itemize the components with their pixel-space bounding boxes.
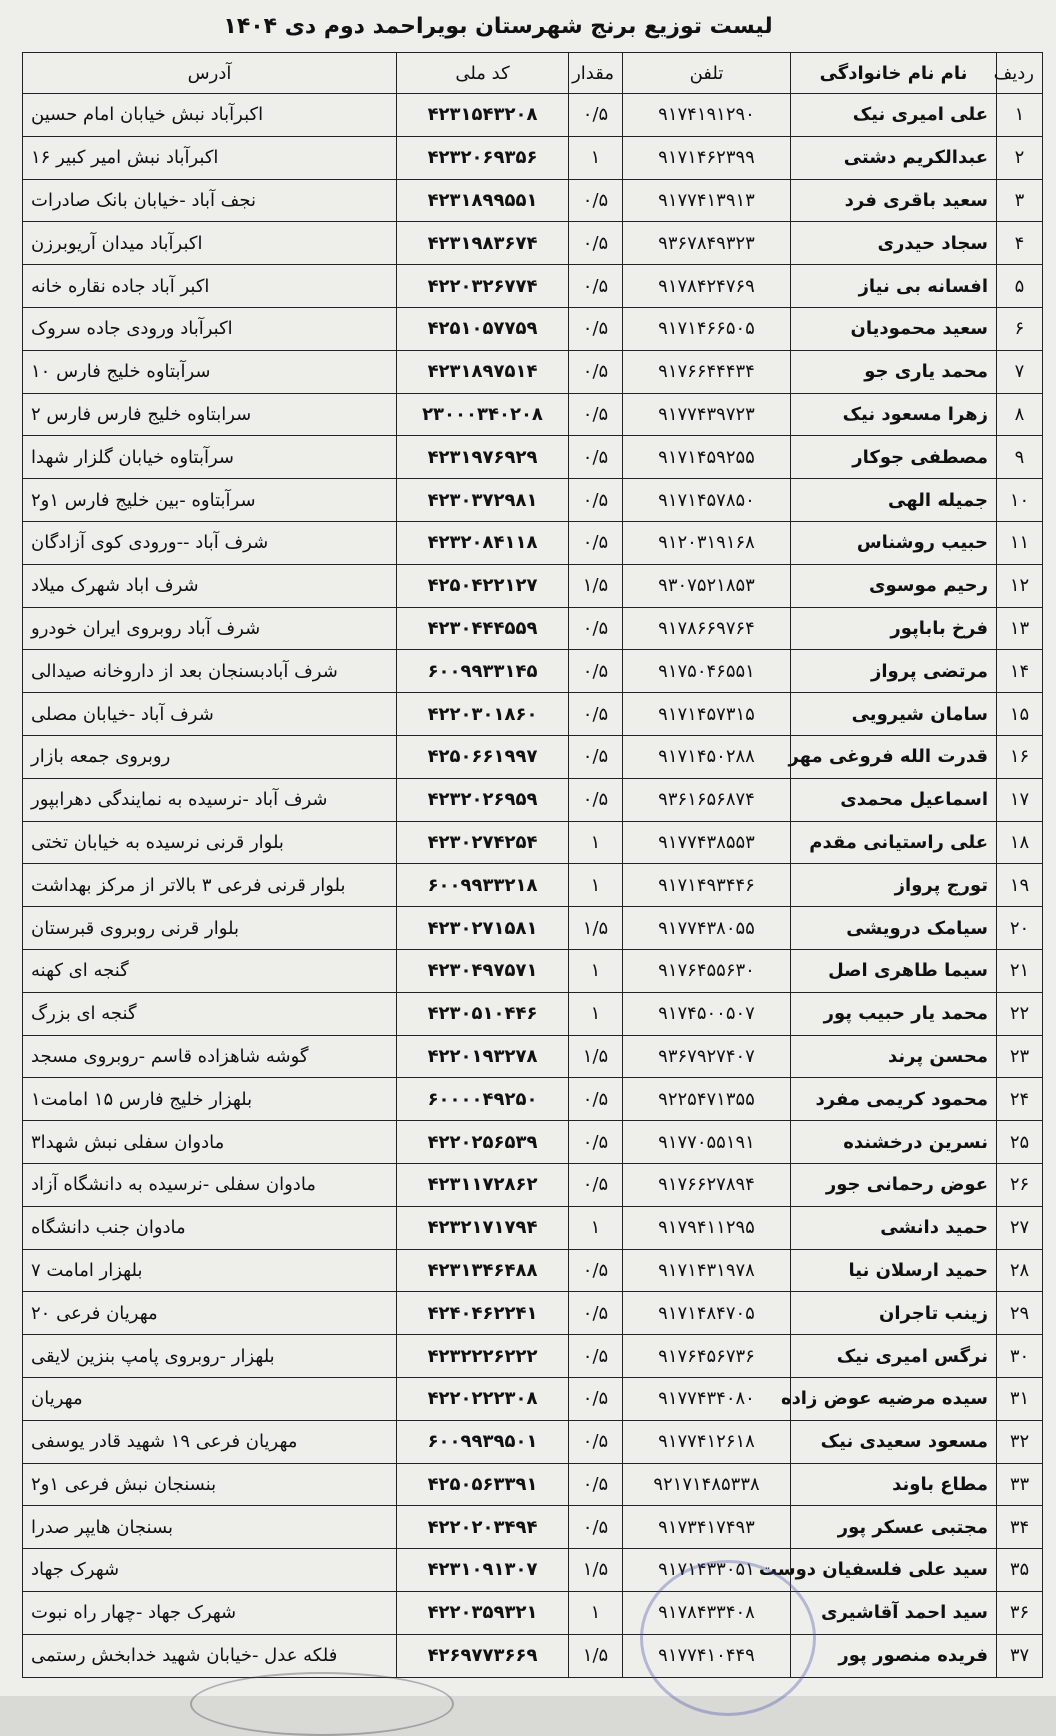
cell-national-id: ۴۲۲۰۲۵۶۵۳۹ bbox=[397, 1121, 569, 1164]
cell-national-id: ۴۲۳۲۰۶۹۳۵۶ bbox=[397, 136, 569, 179]
cell-phone: ۹۱۷۷۴۳۸۰۵۵ bbox=[623, 907, 791, 950]
table-row bbox=[23, 1035, 1043, 1078]
cell-qty: ۰/۵ bbox=[569, 521, 623, 564]
cell-national-id: ۴۲۲۰۳۲۶۷۷۴ bbox=[397, 265, 569, 308]
cell-qty: ۰/۵ bbox=[569, 265, 623, 308]
cell-address: روبروی جمعه بازار bbox=[23, 735, 397, 778]
cell-national-id: ۴۲۵۰۶۶۱۹۹۷ bbox=[397, 735, 569, 778]
cell-name: حمید دانشی bbox=[791, 1206, 997, 1249]
header-phone: تلفن bbox=[623, 53, 791, 94]
cell-idx: ۳۰ bbox=[997, 1335, 1043, 1378]
cell-address: شهرک جهاد bbox=[23, 1549, 397, 1592]
cell-national-id: ۴۲۲۰۲۰۳۴۹۴ bbox=[397, 1506, 569, 1549]
table-row bbox=[23, 564, 1043, 607]
cell-address: مهریان فرعی ۲۰ bbox=[23, 1292, 397, 1335]
cell-idx: ۱۰ bbox=[997, 479, 1043, 522]
table-row bbox=[23, 393, 1043, 436]
cell-national-id: ۴۲۳۰۳۷۲۹۸۱ bbox=[397, 479, 569, 522]
cell-name: جمیله الهی bbox=[791, 479, 997, 522]
cell-qty: ۰/۵ bbox=[569, 222, 623, 265]
cell-address: اکبرآباد ورودی جاده سروک bbox=[23, 307, 397, 350]
cell-address: اکبرآباد میدان آریوبرزن bbox=[23, 222, 397, 265]
cell-name: فریده منصور پور bbox=[791, 1634, 997, 1677]
cell-national-id: ۴۲۳۱۱۷۲۸۶۲ bbox=[397, 1163, 569, 1206]
cell-address: شرف آبادبسنجان بعد از داروخانه صیدالی bbox=[23, 650, 397, 693]
cell-idx: ۱۴ bbox=[997, 650, 1043, 693]
cell-phone: ۹۱۷۷۴۱۰۴۴۹ bbox=[623, 1634, 791, 1677]
table-row bbox=[23, 1420, 1043, 1463]
cell-qty: ۰/۵ bbox=[569, 735, 623, 778]
cell-name: عبدالکریم دشتی bbox=[791, 136, 997, 179]
table-row bbox=[23, 821, 1043, 864]
cell-address: بسنجان هایپر صدرا bbox=[23, 1506, 397, 1549]
cell-qty: ۰/۵ bbox=[569, 94, 623, 137]
cell-phone: ۹۱۷۶۴۵۶۷۳۶ bbox=[623, 1335, 791, 1378]
cell-qty: ۰/۵ bbox=[569, 393, 623, 436]
cell-national-id: ۴۲۶۹۷۷۳۶۶۹ bbox=[397, 1634, 569, 1677]
cell-idx: ۱۶ bbox=[997, 735, 1043, 778]
cell-qty: ۰/۵ bbox=[569, 179, 623, 222]
cell-phone: ۹۱۷۶۴۵۵۶۳۰ bbox=[623, 949, 791, 992]
cell-phone: ۹۱۷۷۴۱۲۶۱۸ bbox=[623, 1420, 791, 1463]
cell-address: نجف آباد -خیابان بانک صادرات bbox=[23, 179, 397, 222]
cell-address: شرف اباد شهرک میلاد bbox=[23, 564, 397, 607]
cell-address: مادوان جنب دانشگاه bbox=[23, 1206, 397, 1249]
cell-name: اسماعیل محمدی bbox=[791, 778, 997, 821]
cell-address: گوشه شاهزاده قاسم -روبروی مسجد bbox=[23, 1035, 397, 1078]
cell-phone: ۹۲۱۷۱۴۸۵۳۳۸ bbox=[623, 1463, 791, 1506]
cell-name: مطاع باوند bbox=[791, 1463, 997, 1506]
table-row bbox=[23, 1591, 1043, 1634]
cell-idx: ۱ bbox=[997, 94, 1043, 137]
cell-idx: ۶ bbox=[997, 307, 1043, 350]
cell-name: مرتضی پرواز bbox=[791, 650, 997, 693]
cell-idx: ۳۳ bbox=[997, 1463, 1043, 1506]
distribution-table bbox=[22, 52, 1043, 1678]
table-row bbox=[23, 864, 1043, 907]
cell-idx: ۱۷ bbox=[997, 778, 1043, 821]
cell-address: شرف آباد --ورودی کوی آزادگان bbox=[23, 521, 397, 564]
table-row bbox=[23, 1506, 1043, 1549]
table-row bbox=[23, 1206, 1043, 1249]
cell-name: سیده مرضیه عوض زاده bbox=[791, 1377, 997, 1420]
cell-qty: ۰/۵ bbox=[569, 307, 623, 350]
table-row bbox=[23, 307, 1043, 350]
cell-idx: ۸ bbox=[997, 393, 1043, 436]
cell-national-id: ۶۰۰۹۹۳۳۲۱۸ bbox=[397, 864, 569, 907]
cell-name: رحیم موسوی bbox=[791, 564, 997, 607]
cell-national-id: ۴۲۲۰۳۵۹۳۲۱ bbox=[397, 1591, 569, 1634]
cell-qty: ۰/۵ bbox=[569, 778, 623, 821]
cell-idx: ۲۳ bbox=[997, 1035, 1043, 1078]
cell-qty: ۱ bbox=[569, 136, 623, 179]
cell-phone: ۹۱۷۴۵۰۰۵۰۷ bbox=[623, 992, 791, 1035]
cell-address: مادوان سفلی نبش شهدا۳ bbox=[23, 1121, 397, 1164]
table-row bbox=[23, 949, 1043, 992]
cell-address: بلهزار -روبروی پامپ بنزین لایقی bbox=[23, 1335, 397, 1378]
header-idx: ردیف bbox=[997, 53, 1043, 94]
cell-national-id: ۶۰۰۹۹۳۹۵۰۱ bbox=[397, 1420, 569, 1463]
cell-qty: ۰/۵ bbox=[569, 436, 623, 479]
cell-address: اکبر آباد جاده نقاره خانه bbox=[23, 265, 397, 308]
cell-idx: ۳۱ bbox=[997, 1377, 1043, 1420]
cell-name: حمید ارسلان نیا bbox=[791, 1249, 997, 1292]
cell-name: محمود کریمی مفرد bbox=[791, 1078, 997, 1121]
header-addr: آدرس bbox=[23, 53, 397, 94]
cell-national-id: ۴۲۳۱۰۹۱۳۰۷ bbox=[397, 1549, 569, 1592]
cell-national-id: ۴۲۵۱۰۵۷۷۵۹ bbox=[397, 307, 569, 350]
table-row bbox=[23, 735, 1043, 778]
cell-name: فرخ باباپور bbox=[791, 607, 997, 650]
cell-name: حبیب روشناس bbox=[791, 521, 997, 564]
cell-idx: ۲۰ bbox=[997, 907, 1043, 950]
cell-address: بلوار قرنی روبروی قبرستان bbox=[23, 907, 397, 950]
page-title bbox=[0, 14, 1056, 39]
table-row bbox=[23, 1335, 1043, 1378]
cell-phone: ۹۱۷۵۰۴۶۵۵۱ bbox=[623, 650, 791, 693]
cell-qty: ۰/۵ bbox=[569, 607, 623, 650]
cell-name: محسن پرند bbox=[791, 1035, 997, 1078]
cell-name: سیامک درویشی bbox=[791, 907, 997, 950]
cell-qty: ۱ bbox=[569, 1591, 623, 1634]
title-text: لیست توزیع برنج شهرستان بویراحمد دوم دی ۱۴۰۴ bbox=[223, 14, 773, 39]
cell-address: شرف آباد -نرسیده به نمایندگی دهرابپور bbox=[23, 778, 397, 821]
cell-address: مهریان فرعی ۱۹ شهید قادر یوسفی bbox=[23, 1420, 397, 1463]
table-row bbox=[23, 907, 1043, 950]
table-row bbox=[23, 222, 1043, 265]
cell-address: شهرک جهاد -چهار راه نبوت bbox=[23, 1591, 397, 1634]
cell-qty: ۰/۵ bbox=[569, 1335, 623, 1378]
table-row bbox=[23, 1463, 1043, 1506]
cell-national-id: ۴۲۲۰۲۲۲۳۰۸ bbox=[397, 1377, 569, 1420]
cell-phone: ۹۱۷۴۱۹۱۲۹۰ bbox=[623, 94, 791, 137]
cell-qty: ۰/۵ bbox=[569, 693, 623, 736]
cell-address: سرآبتاوه خیابان گلزار شهدا bbox=[23, 436, 397, 479]
cell-name: سیما طاهری اصل bbox=[791, 949, 997, 992]
table-row bbox=[23, 607, 1043, 650]
cell-name: افسانه بی نیاز bbox=[791, 265, 997, 308]
cell-name: مجتبی عسکر پور bbox=[791, 1506, 997, 1549]
cell-name: محمد یاری جو bbox=[791, 350, 997, 393]
header-qty: مقدار bbox=[569, 53, 623, 94]
cell-national-id: ۴۲۳۰۲۷۴۲۵۴ bbox=[397, 821, 569, 864]
cell-idx: ۲۴ bbox=[997, 1078, 1043, 1121]
table-row bbox=[23, 521, 1043, 564]
cell-qty: ۱/۵ bbox=[569, 1549, 623, 1592]
cell-phone: ۹۱۷۳۴۱۷۴۹۳ bbox=[623, 1506, 791, 1549]
table-row bbox=[23, 1292, 1043, 1335]
table-row bbox=[23, 479, 1043, 522]
table-row bbox=[23, 1549, 1043, 1592]
table-row bbox=[23, 693, 1043, 736]
cell-address: فلکه عدل -خیابان شهید خدابخش رستمی bbox=[23, 1634, 397, 1677]
cell-national-id: ۴۲۳۲۱۷۱۷۹۴ bbox=[397, 1206, 569, 1249]
cell-address: اکبرآباد نبش امیر کبیر ۱۶ bbox=[23, 136, 397, 179]
table-row bbox=[23, 265, 1043, 308]
cell-national-id: ۴۲۳۰۴۴۴۵۵۹ bbox=[397, 607, 569, 650]
cell-phone: ۹۳۶۷۹۲۷۴۰۷ bbox=[623, 1035, 791, 1078]
cell-address: مادوان سفلی -نرسیده به دانشگاه آزاد bbox=[23, 1163, 397, 1206]
cell-name: نسرین درخشنده bbox=[791, 1121, 997, 1164]
cell-national-id: ۴۲۳۰۵۱۰۴۴۶ bbox=[397, 992, 569, 1035]
cell-national-id: ۶۰۰۰۰۴۹۲۵۰ bbox=[397, 1078, 569, 1121]
table-row bbox=[23, 778, 1043, 821]
cell-address: گنجه ای بزرگ bbox=[23, 992, 397, 1035]
cell-national-id: ۴۲۳۱۹۷۶۹۲۹ bbox=[397, 436, 569, 479]
cell-name: سید علی فلسفیان دوست bbox=[791, 1549, 997, 1592]
cell-address: شرف آباد روبروی ایران خودرو bbox=[23, 607, 397, 650]
cell-address: بلوار قرنی فرعی ۳ بالاتر از مرکز بهداشت bbox=[23, 864, 397, 907]
cell-name: سعید محمودیان bbox=[791, 307, 997, 350]
cell-phone: ۹۱۷۱۴۹۳۴۴۶ bbox=[623, 864, 791, 907]
cell-address: بلهزار امامت ۷ bbox=[23, 1249, 397, 1292]
cell-national-id: ۴۲۳۰۴۹۷۵۷۱ bbox=[397, 949, 569, 992]
cell-idx: ۱۸ bbox=[997, 821, 1043, 864]
cell-phone: ۹۱۷۱۴۵۰۲۸۸ bbox=[623, 735, 791, 778]
cell-address: بلهزار خلیج فارس ۱۵ امامت۱ bbox=[23, 1078, 397, 1121]
cell-national-id: ۴۲۳۱۹۸۳۶۷۴ bbox=[397, 222, 569, 265]
header-name: نام نام خانوادگی bbox=[791, 53, 997, 94]
table-row bbox=[23, 179, 1043, 222]
cell-phone: ۹۱۷۱۴۵۷۸۵۰ bbox=[623, 479, 791, 522]
cell-phone: ۹۳۶۱۶۵۶۸۷۴ bbox=[623, 778, 791, 821]
table-row bbox=[23, 992, 1043, 1035]
cell-qty: ۱ bbox=[569, 992, 623, 1035]
cell-phone: ۹۱۷۷۰۵۵۱۹۱ bbox=[623, 1121, 791, 1164]
cell-national-id: ۴۲۳۱۸۹۷۵۱۴ bbox=[397, 350, 569, 393]
cell-idx: ۳۵ bbox=[997, 1549, 1043, 1592]
table-body bbox=[23, 94, 1043, 1678]
cell-address: سرابتاوه خلیج فارس فارس ۲ bbox=[23, 393, 397, 436]
cell-address: سرآبتاوه -بین خلیج فارس ۱و۲ bbox=[23, 479, 397, 522]
cell-idx: ۲۵ bbox=[997, 1121, 1043, 1164]
cell-national-id: ۴۲۳۱۸۹۹۵۵۱ bbox=[397, 179, 569, 222]
table-row bbox=[23, 1078, 1043, 1121]
table-row bbox=[23, 650, 1043, 693]
cell-qty: ۰/۵ bbox=[569, 1078, 623, 1121]
cell-name: زهرا مسعود نیک bbox=[791, 393, 997, 436]
cell-name: سجاد حیدری bbox=[791, 222, 997, 265]
cell-idx: ۱۱ bbox=[997, 521, 1043, 564]
cell-name: سعید باقری فرد bbox=[791, 179, 997, 222]
cell-phone: ۹۱۷۱۴۵۷۳۱۵ bbox=[623, 693, 791, 736]
table-row bbox=[23, 1377, 1043, 1420]
cell-phone: ۹۱۷۷۴۳۴۰۸۰ bbox=[623, 1377, 791, 1420]
table-row bbox=[23, 350, 1043, 393]
table-row bbox=[23, 136, 1043, 179]
cell-phone: ۹۱۷۱۴۶۶۵۰۵ bbox=[623, 307, 791, 350]
cell-name: علی امیری نیک bbox=[791, 94, 997, 137]
cell-phone: ۹۳۰۷۵۲۱۸۵۳ bbox=[623, 564, 791, 607]
cell-qty: ۰/۵ bbox=[569, 650, 623, 693]
cell-address: شرف آباد -خیابان مصلی bbox=[23, 693, 397, 736]
cell-idx: ۲ bbox=[997, 136, 1043, 179]
cell-national-id: ۴۲۳۲۲۲۶۲۲۲ bbox=[397, 1335, 569, 1378]
cell-qty: ۱/۵ bbox=[569, 907, 623, 950]
cell-phone: ۹۱۷۱۴۳۱۹۷۸ bbox=[623, 1249, 791, 1292]
cell-idx: ۱۲ bbox=[997, 564, 1043, 607]
cell-national-id: ۴۲۵۰۴۲۲۱۲۷ bbox=[397, 564, 569, 607]
cell-name: سامان شیرویی bbox=[791, 693, 997, 736]
cell-national-id: ۴۲۳۱۵۴۳۲۰۸ bbox=[397, 94, 569, 137]
cell-phone: ۹۱۷۱۴۸۴۷۰۵ bbox=[623, 1292, 791, 1335]
cell-idx: ۲۱ bbox=[997, 949, 1043, 992]
cell-national-id: ۴۲۳۰۲۷۱۵۸۱ bbox=[397, 907, 569, 950]
cell-national-id: ۴۲۲۰۳۰۱۸۶۰ bbox=[397, 693, 569, 736]
cell-qty: ۱/۵ bbox=[569, 564, 623, 607]
cell-idx: ۱۵ bbox=[997, 693, 1043, 736]
cell-national-id: ۴۲۴۰۴۶۲۲۴۱ bbox=[397, 1292, 569, 1335]
cell-phone: ۹۱۷۹۴۱۱۲۹۵ bbox=[623, 1206, 791, 1249]
cell-qty: ۰/۵ bbox=[569, 1163, 623, 1206]
cell-phone: ۹۱۷۱۴۶۲۳۹۹ bbox=[623, 136, 791, 179]
cell-phone: ۹۱۷۱۴۳۳۰۵۱ bbox=[623, 1549, 791, 1592]
cell-name: زینب تاجران bbox=[791, 1292, 997, 1335]
cell-idx: ۲۷ bbox=[997, 1206, 1043, 1249]
table-row bbox=[23, 1249, 1043, 1292]
cell-qty: ۰/۵ bbox=[569, 1249, 623, 1292]
cell-idx: ۳۶ bbox=[997, 1591, 1043, 1634]
cell-phone: ۹۱۷۷۴۳۹۷۲۳ bbox=[623, 393, 791, 436]
cell-qty: ۱/۵ bbox=[569, 1035, 623, 1078]
cell-phone: ۹۱۷۶۶۲۷۸۹۴ bbox=[623, 1163, 791, 1206]
cell-name: مصطفی جوکار bbox=[791, 436, 997, 479]
cell-phone: ۹۱۷۶۶۴۴۴۳۴ bbox=[623, 350, 791, 393]
cell-qty: ۰/۵ bbox=[569, 1121, 623, 1164]
cell-name: نرگس امیری نیک bbox=[791, 1335, 997, 1378]
cell-national-id: ۲۳۰۰۰۳۴۰۲۰۸ bbox=[397, 393, 569, 436]
cell-national-id: ۴۲۵۰۵۶۳۳۹۱ bbox=[397, 1463, 569, 1506]
table-row bbox=[23, 1634, 1043, 1677]
cell-address: بلوار قرنی نرسیده به خیابان تختی bbox=[23, 821, 397, 864]
cell-idx: ۳۷ bbox=[997, 1634, 1043, 1677]
cell-qty: ۰/۵ bbox=[569, 479, 623, 522]
cell-idx: ۴ bbox=[997, 222, 1043, 265]
cell-qty: ۰/۵ bbox=[569, 1377, 623, 1420]
cell-idx: ۱۳ bbox=[997, 607, 1043, 650]
cell-idx: ۲۲ bbox=[997, 992, 1043, 1035]
cell-address: اکبرآباد نبش خیابان امام حسین bbox=[23, 94, 397, 137]
cell-qty: ۱/۵ bbox=[569, 1634, 623, 1677]
cell-idx: ۳۲ bbox=[997, 1420, 1043, 1463]
cell-idx: ۲۹ bbox=[997, 1292, 1043, 1335]
table-row bbox=[23, 1121, 1043, 1164]
stamp-oval bbox=[190, 1672, 454, 1736]
cell-idx: ۲۶ bbox=[997, 1163, 1043, 1206]
cell-phone: ۹۱۷۸۴۲۴۷۶۹ bbox=[623, 265, 791, 308]
table-row bbox=[23, 94, 1043, 137]
cell-phone: ۹۳۶۷۸۴۹۳۲۳ bbox=[623, 222, 791, 265]
cell-address: سرآبتاوه خلیج فارس ۱۰ bbox=[23, 350, 397, 393]
cell-national-id: ۴۲۳۱۳۴۶۴۸۸ bbox=[397, 1249, 569, 1292]
cell-address: مهریان bbox=[23, 1377, 397, 1420]
cell-qty: ۰/۵ bbox=[569, 1292, 623, 1335]
cell-name: تورج پرواز bbox=[791, 864, 997, 907]
header-nid: کد ملی bbox=[397, 53, 569, 94]
cell-qty: ۱ bbox=[569, 864, 623, 907]
cell-qty: ۱ bbox=[569, 1206, 623, 1249]
cell-name: محمد یار حبیب پور bbox=[791, 992, 997, 1035]
cell-phone: ۹۱۲۰۳۱۹۱۶۸ bbox=[623, 521, 791, 564]
table-row bbox=[23, 1163, 1043, 1206]
cell-qty: ۰/۵ bbox=[569, 1420, 623, 1463]
cell-qty: ۰/۵ bbox=[569, 1463, 623, 1506]
cell-idx: ۳ bbox=[997, 179, 1043, 222]
cell-phone: ۹۱۷۷۴۳۸۵۵۳ bbox=[623, 821, 791, 864]
cell-name: علی راستیانی مقدم bbox=[791, 821, 997, 864]
cell-address: گنجه ای کهنه bbox=[23, 949, 397, 992]
cell-qty: ۰/۵ bbox=[569, 1506, 623, 1549]
cell-phone: ۹۲۲۵۴۷۱۳۵۵ bbox=[623, 1078, 791, 1121]
table-header-row bbox=[23, 53, 1043, 94]
cell-national-id: ۶۰۰۹۹۳۳۱۴۵ bbox=[397, 650, 569, 693]
cell-name: عوض رحمانی جور bbox=[791, 1163, 997, 1206]
cell-idx: ۱۹ bbox=[997, 864, 1043, 907]
cell-phone: ۹۱۷۱۴۵۹۲۵۵ bbox=[623, 436, 791, 479]
cell-name: سید احمد آقاشیری bbox=[791, 1591, 997, 1634]
table-row bbox=[23, 436, 1043, 479]
cell-idx: ۵ bbox=[997, 265, 1043, 308]
cell-name: مسعود سعیدی نیک bbox=[791, 1420, 997, 1463]
cell-national-id: ۴۲۳۲۰۲۶۹۵۹ bbox=[397, 778, 569, 821]
cell-address: بنسنجان نبش فرعی ۱و۲ bbox=[23, 1463, 397, 1506]
cell-idx: ۳۴ bbox=[997, 1506, 1043, 1549]
cell-qty: ۱ bbox=[569, 821, 623, 864]
cell-idx: ۷ bbox=[997, 350, 1043, 393]
cell-national-id: ۴۲۳۲۰۸۴۱۱۸ bbox=[397, 521, 569, 564]
cell-idx: ۹ bbox=[997, 436, 1043, 479]
cell-phone: ۹۱۷۸۶۶۹۷۶۴ bbox=[623, 607, 791, 650]
cell-phone: ۹۱۷۷۴۱۳۹۱۳ bbox=[623, 179, 791, 222]
cell-phone: ۹۱۷۸۴۳۳۴۰۸ bbox=[623, 1591, 791, 1634]
cell-idx: ۲۸ bbox=[997, 1249, 1043, 1292]
cell-qty: ۰/۵ bbox=[569, 350, 623, 393]
cell-national-id: ۴۲۲۰۱۹۳۲۷۸ bbox=[397, 1035, 569, 1078]
cell-qty: ۱ bbox=[569, 949, 623, 992]
cell-name: قدرت الله فروغی مهر bbox=[791, 735, 997, 778]
